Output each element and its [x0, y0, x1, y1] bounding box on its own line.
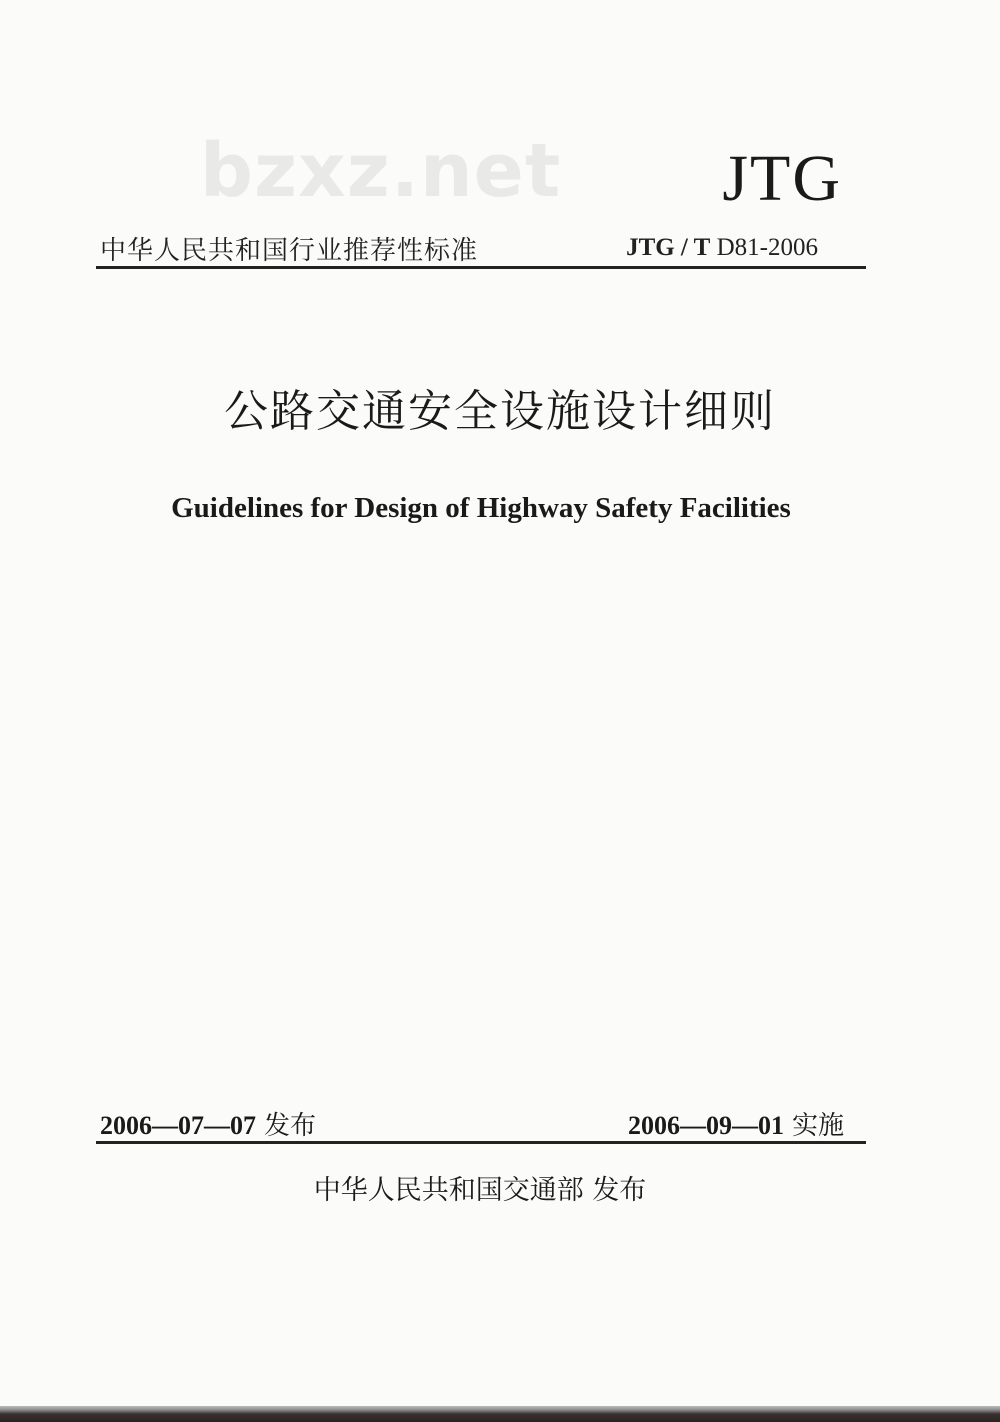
- issue-date-line: [100, 1105, 316, 1142]
- standard-category: 中华人民共和国行业推荐性标准: [100, 236, 479, 266]
- footer-divider: [96, 1141, 866, 1144]
- issue-label: 发布: [264, 1111, 317, 1141]
- standard-code-prefix: JTG / T: [626, 234, 711, 261]
- implement-date-line: [628, 1105, 844, 1142]
- jtg-brand-mark: JTG: [722, 142, 842, 215]
- standard-code-number: D81-2006: [710, 234, 818, 261]
- implement-date: 2006—09—01: [627, 1111, 784, 1140]
- standard-code: [626, 234, 818, 262]
- scan-edge-strip: [0, 1406, 1000, 1422]
- issue-date: 2006—07—07: [100, 1111, 256, 1140]
- publisher: 中华人民共和国交通部 发布: [313, 1175, 647, 1206]
- watermark: bzxz.net: [200, 128, 562, 214]
- header-divider: [96, 266, 866, 269]
- title-english: Guidelines for Design of Highway Safety Facilities: [171, 492, 791, 524]
- implement-label: 实施: [791, 1111, 844, 1141]
- title-chinese: 公路交通安全设施设计细则: [224, 386, 776, 437]
